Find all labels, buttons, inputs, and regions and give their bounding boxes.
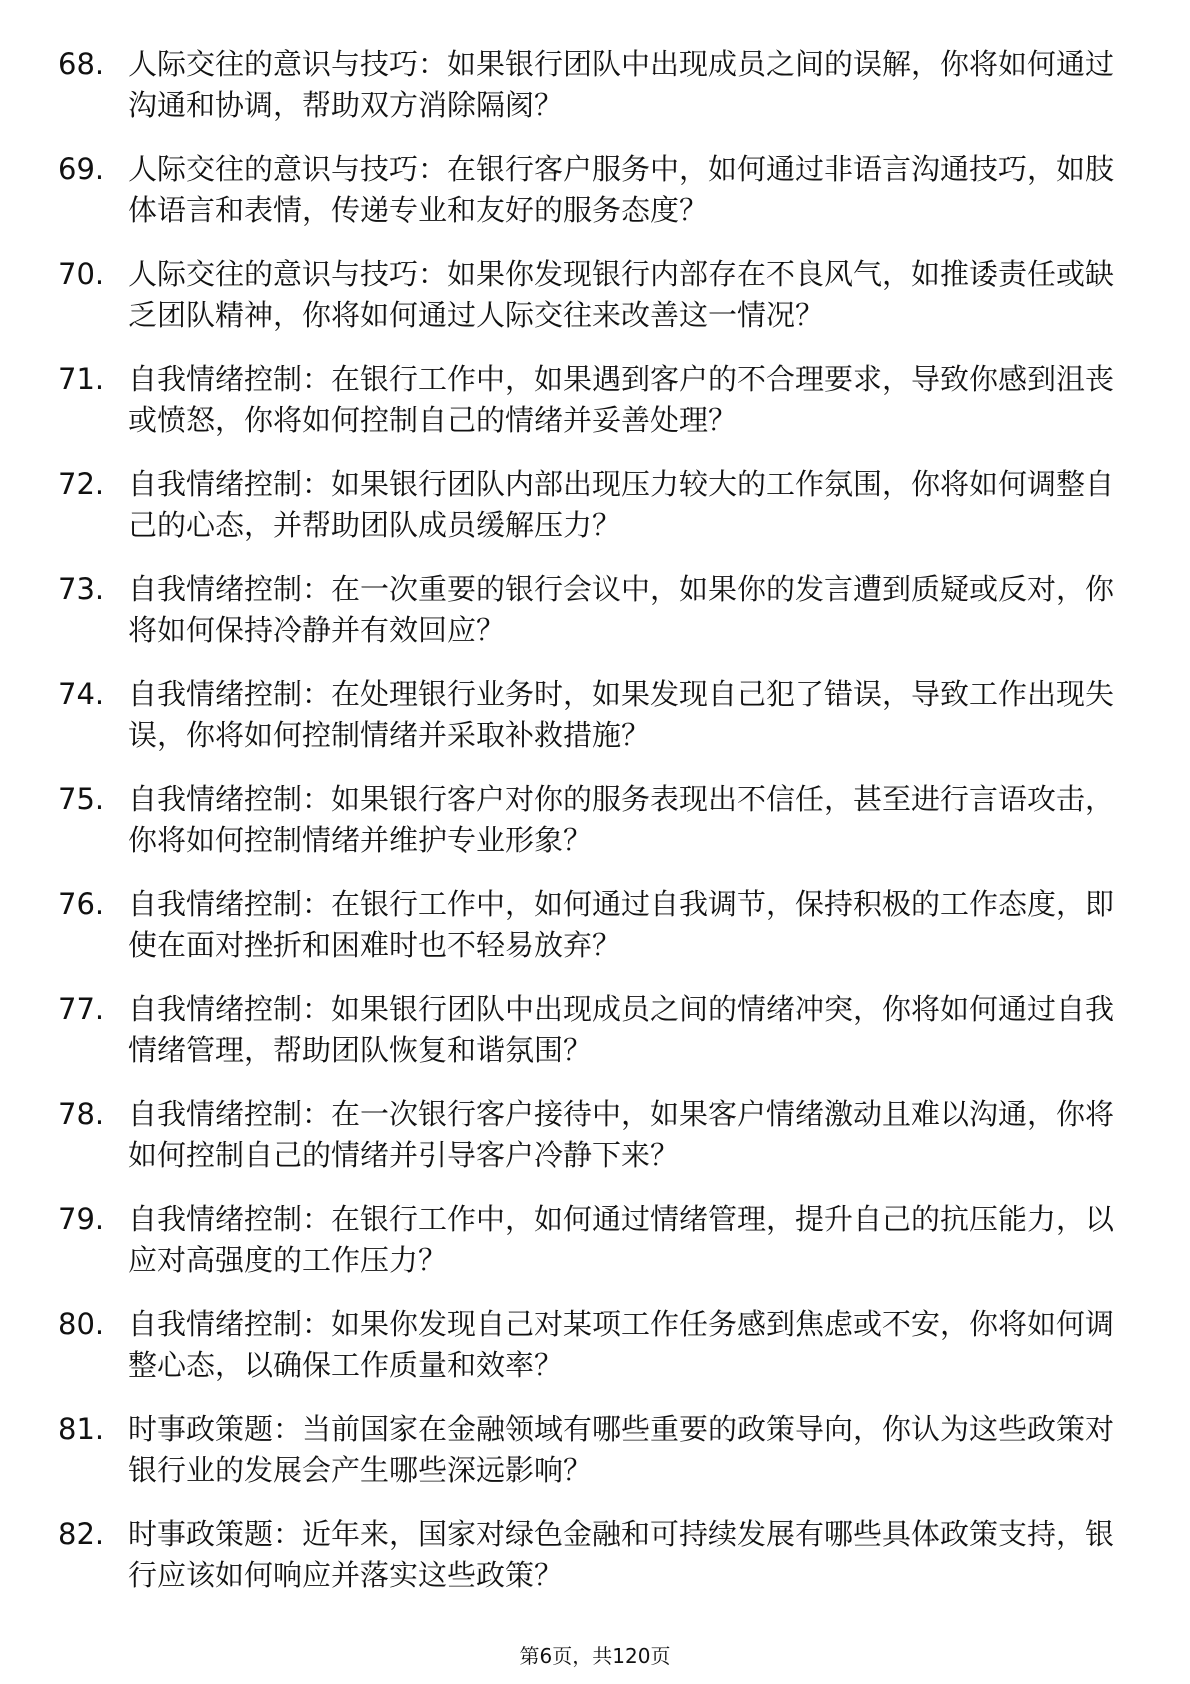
question-item bbox=[58, 254, 1118, 336]
question-number: 76. bbox=[58, 887, 105, 921]
question-list bbox=[58, 44, 1118, 1619]
question-number: 72. bbox=[58, 467, 105, 501]
question-item bbox=[58, 989, 1118, 1071]
question-text: 自我情绪控制：如果银行团队内部出现压力较大的工作氛围，你将如何调整自己的心态，并帮助团队成员缓解压力？ bbox=[128, 467, 1115, 542]
question-text: 自我情绪控制：在处理银行业务时，如果发现自己犯了错误，导致工作出现失误，你将如何控制情绪并采取补救措施？ bbox=[128, 677, 1115, 752]
question-text: 自我情绪控制：在一次重要的银行会议中，如果你的发言遭到质疑或反对，你将如何保持冷静并有效回应？ bbox=[128, 572, 1115, 647]
question-item bbox=[58, 1094, 1118, 1176]
question-number: 79. bbox=[58, 1202, 105, 1236]
question-text: 人际交往的意识与技巧：在银行客户服务中，如何通过非语言沟通技巧，如肢体语言和表情，传递专业和友好的服务态度？ bbox=[128, 152, 1115, 227]
question-item bbox=[58, 1304, 1118, 1386]
question-number: 69. bbox=[58, 152, 105, 186]
question-item bbox=[58, 359, 1118, 441]
question-item bbox=[58, 464, 1118, 546]
page-number-footer: 第6页，共120页 bbox=[519, 1644, 671, 1668]
question-text: 自我情绪控制：在银行工作中，如何通过情绪管理，提升自己的抗压能力，以应对高强度的工作压力？ bbox=[128, 1202, 1115, 1277]
question-item bbox=[58, 1409, 1118, 1491]
question-item bbox=[58, 779, 1118, 861]
question-item bbox=[58, 1514, 1118, 1596]
question-number: 81. bbox=[58, 1412, 105, 1446]
question-text: 自我情绪控制：如果银行客户对你的服务表现出不信任，甚至进行言语攻击，你将如何控制情绪并维护专业形象？ bbox=[128, 782, 1115, 857]
question-text: 自我情绪控制：如果你发现自己对某项工作任务感到焦虑或不安，你将如何调整心态，以确保工作质量和效率？ bbox=[128, 1307, 1115, 1382]
question-number: 70. bbox=[58, 257, 105, 291]
question-number: 73. bbox=[58, 572, 105, 606]
question-number: 75. bbox=[58, 782, 105, 816]
question-number: 80. bbox=[58, 1307, 105, 1341]
question-text: 时事政策题：近年来，国家对绿色金融和可持续发展有哪些具体政策支持，银行应该如何响应并落实这些政策？ bbox=[128, 1517, 1115, 1592]
question-item bbox=[58, 674, 1118, 756]
question-text: 人际交往的意识与技巧：如果银行团队中出现成员之间的误解，你将如何通过沟通和协调，帮助双方消除隔阂？ bbox=[128, 47, 1115, 122]
question-item bbox=[58, 1199, 1118, 1281]
question-item bbox=[58, 884, 1118, 966]
question-text: 自我情绪控制：在一次银行客户接待中，如果客户情绪激动且难以沟通，你将如何控制自己的情绪并引导客户冷静下来？ bbox=[128, 1097, 1115, 1172]
question-number: 68. bbox=[58, 47, 105, 81]
question-text: 人际交往的意识与技巧：如果你发现银行内部存在不良风气，如推诿责任或缺乏团队精神，你将如何通过人际交往来改善这一情况？ bbox=[128, 257, 1115, 332]
question-item bbox=[58, 149, 1118, 231]
question-text: 自我情绪控制：如果银行团队中出现成员之间的情绪冲突，你将如何通过自我情绪管理，帮助团队恢复和谐氛围？ bbox=[128, 992, 1115, 1067]
question-item bbox=[58, 44, 1118, 126]
question-text: 自我情绪控制：在银行工作中，如何通过自我调节，保持积极的工作态度，即使在面对挫折和困难时也不轻易放弃？ bbox=[128, 887, 1115, 962]
question-item bbox=[58, 569, 1118, 651]
question-number: 82. bbox=[58, 1517, 105, 1551]
question-number: 77. bbox=[58, 992, 105, 1026]
question-text: 时事政策题：当前国家在金融领域有哪些重要的政策导向，你认为这些政策对银行业的发展会产生哪些深远影响？ bbox=[128, 1412, 1115, 1487]
question-number: 74. bbox=[58, 677, 105, 711]
question-text: 自我情绪控制：在银行工作中，如果遇到客户的不合理要求，导致你感到沮丧或愤怒，你将如何控制自己的情绪并妥善处理？ bbox=[128, 362, 1115, 437]
question-number: 78. bbox=[58, 1097, 105, 1131]
question-number: 71. bbox=[58, 362, 105, 396]
